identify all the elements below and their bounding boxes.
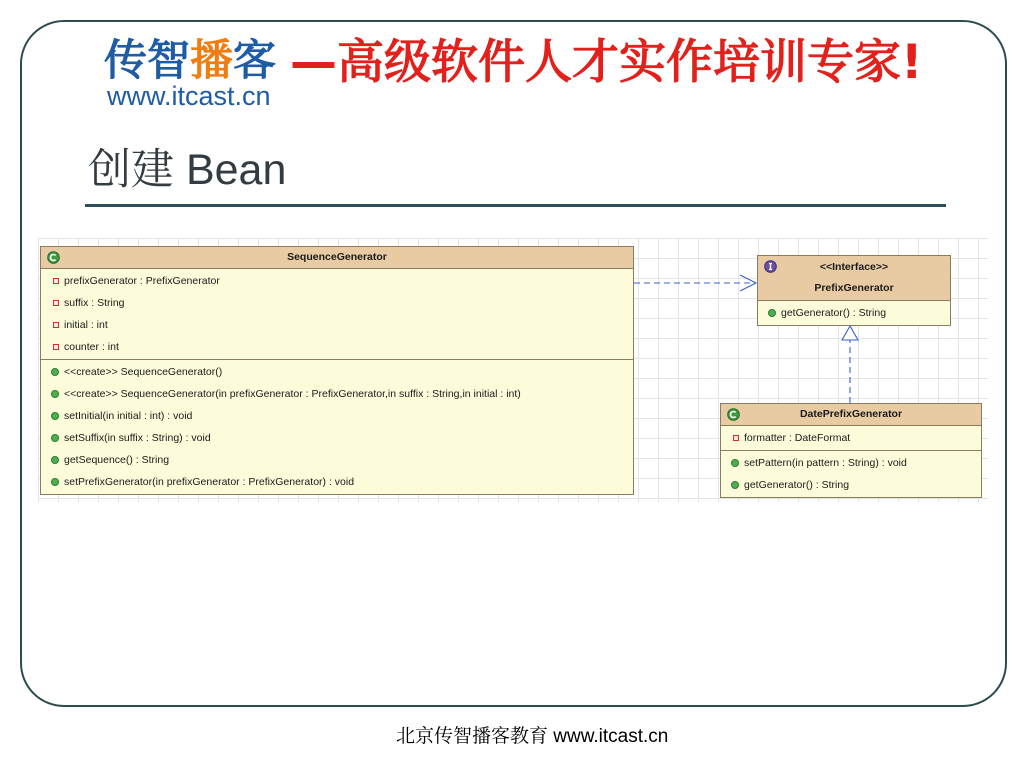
attribute-compartment: [41, 269, 633, 360]
operation-text: getSequence() : String: [64, 454, 170, 466]
uml-class-diagram: [38, 238, 988, 502]
class-header: [721, 404, 981, 426]
attribute-compartment: [721, 426, 981, 451]
operation-row: [41, 405, 633, 427]
operation-text: setInitial(in initial : int) : void: [64, 410, 193, 422]
slogan: —高级软件人才实作培训专家!: [290, 35, 923, 90]
public-operation-icon: [51, 390, 59, 398]
class-box-date-prefix-generator: [720, 403, 982, 498]
operation-row: [41, 471, 633, 493]
attribute-row: [721, 427, 981, 449]
public-operation-icon: [731, 459, 739, 467]
operation-row: [41, 449, 633, 471]
attribute-row: [41, 292, 633, 314]
operation-row: [721, 452, 981, 474]
class-name: SequenceGenerator: [287, 251, 387, 263]
class-icon: [727, 408, 740, 421]
private-attribute-icon: [53, 300, 59, 306]
public-operation-icon: [51, 412, 59, 420]
private-attribute-icon: [53, 344, 59, 350]
class-name: DatePrefixGenerator: [799, 408, 903, 420]
slide-title: 创建 Bean: [88, 146, 287, 194]
operation-row: [721, 474, 981, 496]
logo-wordmark: [104, 37, 276, 85]
public-operation-icon: [768, 309, 776, 317]
operation-text: <<create>> SequenceGenerator(): [64, 366, 223, 378]
title-divider: [85, 204, 946, 207]
interface-header: [758, 256, 950, 301]
operation-row: [41, 361, 633, 383]
operation-compartment: [758, 301, 950, 325]
attribute-row: [41, 270, 633, 292]
operation-row: [41, 427, 633, 449]
interface-stereotype: <<Interface>>: [819, 261, 889, 273]
logo-text-highlight: 播: [190, 36, 233, 86]
attribute-row: [41, 314, 633, 336]
public-operation-icon: [51, 434, 59, 442]
attribute-text: counter : int: [64, 341, 119, 353]
interface-icon: [764, 260, 777, 273]
operation-text: setSuffix(in suffix : String) : void: [64, 432, 211, 444]
operation-text: getGenerator() : String: [781, 307, 887, 319]
operation-text: <<create>> SequenceGenerator(in prefixGenerator : PrefixGenerator,in suffix : String,in initial : int): [64, 388, 521, 400]
public-operation-icon: [51, 478, 59, 486]
interface-name: PrefixGenerator: [814, 282, 894, 294]
class-icon: [47, 251, 60, 264]
attribute-text: suffix : String: [64, 297, 125, 309]
private-attribute-icon: [733, 435, 739, 441]
operation-compartment: [721, 451, 981, 497]
realization-arrowhead: [842, 326, 858, 340]
attribute-text: initial : int: [64, 319, 108, 331]
class-box-sequence-generator: [40, 246, 634, 495]
attribute-row: [41, 336, 633, 358]
operation-compartment: [41, 360, 633, 494]
interface-box-prefix-generator: [757, 255, 951, 326]
logo-text-part2: 客: [233, 36, 276, 86]
public-operation-icon: [51, 456, 59, 464]
private-attribute-icon: [53, 278, 59, 284]
footer: 北京传智播客教育 www.itcast.cn: [396, 726, 669, 747]
public-operation-icon: [51, 368, 59, 376]
operation-text: setPattern(in pattern : String) : void: [744, 457, 907, 469]
operation-text: setPrefixGenerator(in prefixGenerator : PrefixGenerator) : void: [64, 476, 355, 488]
logo-text-part1: 传智: [104, 36, 190, 86]
attribute-text: prefixGenerator : PrefixGenerator: [64, 275, 220, 287]
operation-row: [41, 383, 633, 405]
class-header: [41, 247, 633, 269]
operation-text: getGenerator() : String: [744, 479, 850, 491]
private-attribute-icon: [53, 322, 59, 328]
operation-row: [758, 302, 950, 324]
public-operation-icon: [731, 481, 739, 489]
logo-url: www.itcast.cn: [107, 81, 271, 111]
attribute-text: formatter : DateFormat: [744, 432, 851, 444]
